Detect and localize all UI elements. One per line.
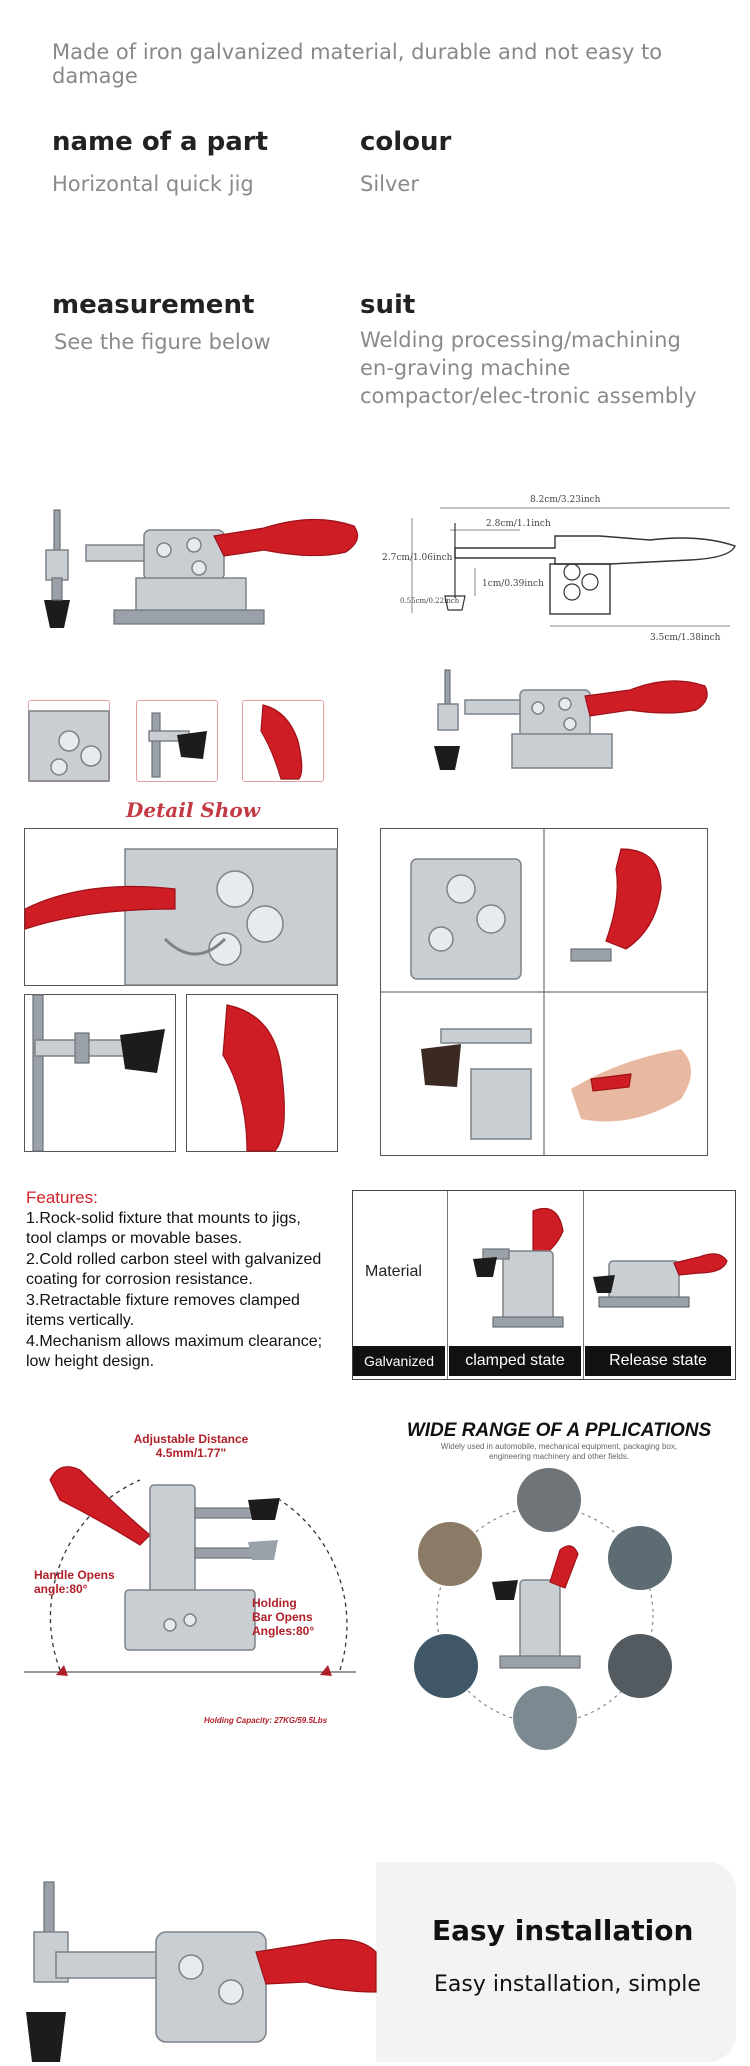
colour-value: Silver bbox=[360, 172, 419, 196]
detail-handle-closeup bbox=[186, 994, 338, 1152]
handle-opens-label: Handle Opens bbox=[34, 1568, 115, 1582]
dim-small: 0.55cm/0.22inch bbox=[400, 597, 460, 605]
clamped-state-label: clamped state bbox=[449, 1346, 581, 1376]
feature-line: low height design. bbox=[26, 1353, 155, 1370]
feature-line: 3.Retractable fixture removes clamped bbox=[26, 1291, 300, 1309]
galvanized-label: Galvanized bbox=[353, 1346, 445, 1376]
easy-installation-card bbox=[16, 1862, 736, 2062]
feature-line: 4.Mechanism allows maximum clearance; bbox=[26, 1332, 323, 1350]
holding-capacity: Holding Capacity: 27KG/59.5Lbs bbox=[204, 1716, 328, 1725]
suit-label: suit bbox=[360, 290, 416, 320]
features-title: Features: bbox=[26, 1188, 98, 1207]
angle-diagram bbox=[20, 1420, 360, 1730]
applications-subtitle-2: engineering machinery and other fields. bbox=[488, 1452, 630, 1461]
clamp-hero-photo bbox=[24, 490, 364, 660]
dim-height: 2.7cm/1.06inch bbox=[382, 553, 453, 563]
feature-line: items vertically. bbox=[26, 1312, 135, 1329]
dim-bar: 2.8cm/1.1inch bbox=[486, 519, 551, 529]
applications-subtitle-1: Widely used in automobile, mechanical equipment, packaging box, bbox=[440, 1442, 678, 1451]
feature-line: tool clamps or movable bases. bbox=[26, 1230, 243, 1247]
holding-bar-label-2: Bar Opens bbox=[252, 1610, 313, 1624]
easy-installation-subtitle: Easy installation, simple bbox=[434, 1972, 701, 1997]
measurement-value: See the figure below bbox=[54, 330, 271, 354]
suit-value: Welding processing/machining en-graving machine compactor/elec-tronic assembly bbox=[360, 328, 697, 408]
features-block bbox=[26, 1188, 346, 1373]
feature-line: 1.Rock-solid fixture that mounts to jigs, bbox=[26, 1209, 301, 1227]
release-state-label: Release state bbox=[585, 1346, 731, 1376]
clamp-side-photo bbox=[420, 660, 720, 790]
detail-body-closeup bbox=[24, 828, 338, 986]
feature-line: coating for corrosion resistance. bbox=[26, 1271, 253, 1288]
detail-grid-right bbox=[380, 828, 708, 1156]
thumbnail-body[interactable] bbox=[28, 700, 110, 782]
part-label: name of a part bbox=[52, 127, 269, 157]
feature-line: 2.Cold rolled carbon steel with galvanized bbox=[26, 1250, 322, 1268]
measurement-label: measurement bbox=[52, 290, 255, 320]
applications-title: WIDE RANGE OF A PPLICATIONS bbox=[406, 1420, 712, 1441]
intro-text: Made of iron galvanized material, durable and not easy to damage bbox=[52, 40, 663, 88]
handle-opens-angle: angle:80° bbox=[34, 1582, 88, 1596]
thumbnail-handle[interactable] bbox=[242, 700, 324, 782]
dimension-drawing bbox=[382, 488, 740, 648]
material-label: Material bbox=[365, 1263, 422, 1280]
applications-block bbox=[384, 1420, 734, 1462]
thumbnail-spindle[interactable] bbox=[136, 700, 218, 782]
detail-show-title: Detail Show bbox=[126, 798, 260, 822]
part-value: Horizontal quick jig bbox=[52, 172, 254, 196]
applications-wheel bbox=[400, 1470, 690, 1760]
easy-installation-photo bbox=[16, 1862, 376, 2062]
adjustable-distance-value: 4.5mm/1.77" bbox=[155, 1446, 227, 1460]
easy-installation-title: Easy installation bbox=[432, 1914, 694, 1947]
dim-overall: 8.2cm/3.23inch bbox=[530, 495, 601, 505]
detail-spindle-closeup bbox=[24, 994, 176, 1152]
dim-base: 3.5cm/1.38inch bbox=[650, 633, 721, 643]
material-table bbox=[352, 1190, 736, 1380]
colour-label: colour bbox=[360, 127, 452, 157]
holding-bar-angle: Angles:80° bbox=[252, 1624, 315, 1638]
holding-bar-label: Holding bbox=[252, 1596, 297, 1610]
dim-spindle: 1cm/0.39inch bbox=[482, 579, 544, 589]
adjustable-distance-label: Adjustable Distance bbox=[133, 1432, 249, 1446]
